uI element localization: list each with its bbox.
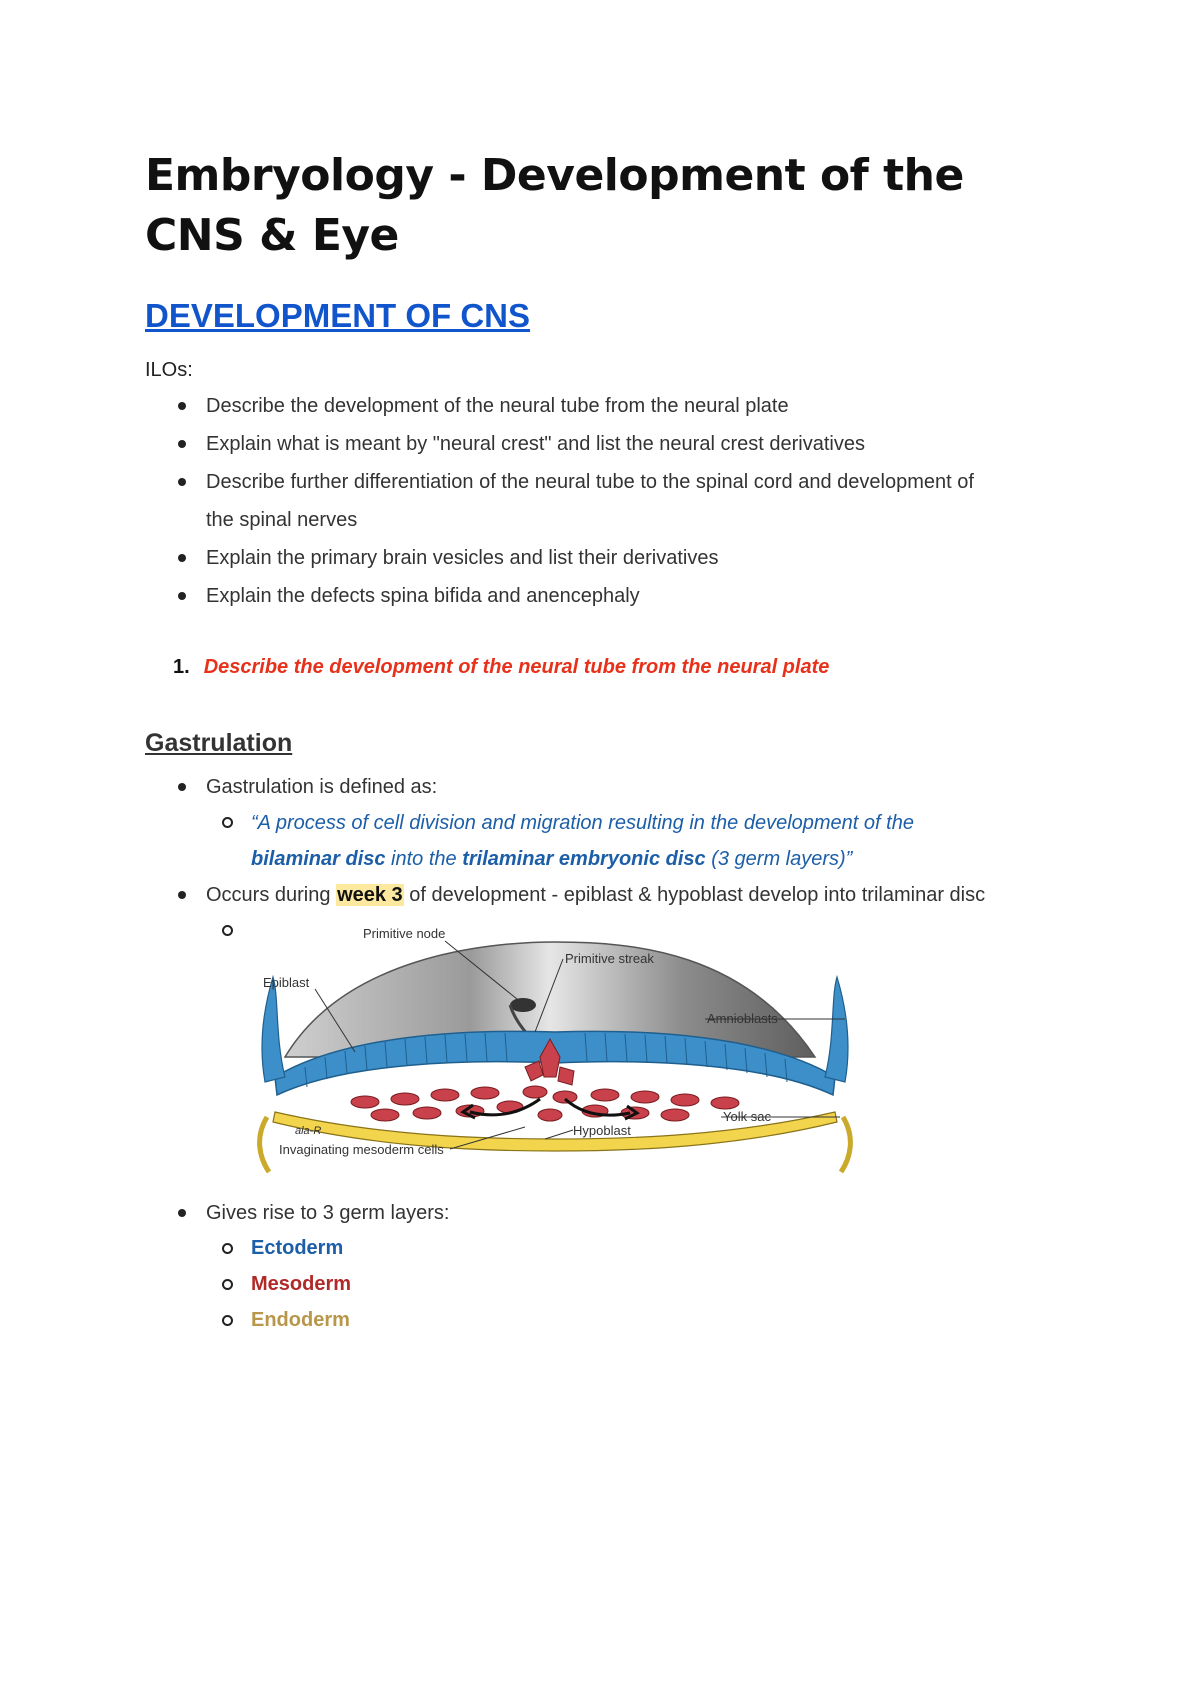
ilo-item: Explain what is meant by "neural crest" and list the neural crest derivatives — [206, 433, 865, 455]
bullet-dot-icon — [178, 1209, 186, 1217]
gastrulation-defined: Gastrulation is defined as: — [206, 776, 438, 798]
bullet-dot-icon — [178, 402, 186, 410]
ilos-label: ILOs: — [145, 359, 193, 381]
yolk-sac-left — [260, 1117, 269, 1172]
ilo-item: Describe the development of the neural tube from the neural plate — [206, 395, 789, 417]
artist-signature: ala-R — [295, 1125, 322, 1137]
objective-text: Describe the development of the neural tube from the neural plate — [203, 656, 830, 678]
bullet-dot-icon — [178, 783, 186, 791]
sub-bullet-circle-icon — [222, 925, 233, 936]
leader-hypoblast — [545, 1130, 573, 1139]
bullet-dot-icon — [178, 440, 186, 448]
quote-line-1: “A process of cell division and migration resulting in the development of the — [251, 812, 914, 834]
bullet-dot-icon — [178, 891, 186, 899]
sub-bullet-circle-icon — [222, 1315, 233, 1326]
amnioblast-right — [825, 977, 848, 1082]
occurs-post: of development - epiblast & hypoblast develop into trilaminar disc — [403, 884, 986, 906]
label-yolk-sac: Yolk sac — [723, 1109, 771, 1124]
bullet-dot-icon — [178, 478, 186, 486]
document-title: Embryology - Development of the CNS & Eye — [145, 150, 964, 261]
ilo-item: Explain the defects spina bifida and anencephaly — [206, 585, 640, 607]
germ-layer-mesoderm: Mesoderm — [251, 1273, 352, 1295]
germ-layer-endoderm: Endoderm — [251, 1309, 350, 1331]
label-amnioblasts: Amnioblasts — [707, 1011, 778, 1026]
label-hypoblast: Hypoblast — [573, 1123, 631, 1138]
ilo-item: Explain the primary brain vesicles and list their derivatives — [206, 547, 719, 569]
amnioblast-left — [262, 977, 285, 1082]
label-primitive-node: Primitive node — [363, 926, 446, 941]
section-title-development-of-cns[interactable]: DEVELOPMENT OF CNS — [145, 297, 531, 334]
label-invaginating: Invaginating mesoderm cells — [279, 1142, 444, 1157]
trilaminar-disc-diagram — [255, 917, 875, 1177]
week3-highlight: week 3 — [337, 884, 403, 906]
objective-number: 1. — [173, 656, 190, 678]
gastrulation-heading: Gastrulation — [145, 729, 293, 757]
ilo-item: Describe further differentiation of the neural tube to the spinal cord and development of — [206, 471, 974, 493]
gives-rise-line: Gives rise to 3 germ layers: — [206, 1202, 450, 1224]
quote-trilaminar: trilaminar embryonic disc — [462, 848, 706, 870]
occurs-pre: Occurs during — [206, 884, 337, 906]
quote-line-2 — [251, 840, 852, 878]
primitive-node-pit — [510, 998, 536, 1012]
label-primitive-streak: Primitive streak — [565, 951, 654, 966]
quote-end: (3 germ layers)” — [705, 848, 853, 870]
germ-layer-ectoderm: Ectoderm — [251, 1237, 344, 1259]
label-epiblast: Epiblast — [263, 975, 310, 990]
quote-into: into the — [385, 848, 463, 870]
yolk-sac-right — [841, 1117, 850, 1172]
bullet-dot-icon — [178, 592, 186, 600]
sub-bullet-circle-icon — [222, 817, 233, 828]
quote-bilaminar: bilaminar disc — [251, 848, 386, 870]
numbered-objective — [173, 652, 829, 682]
sub-bullet-circle-icon — [222, 1243, 233, 1254]
occurs-during-line — [206, 876, 985, 914]
ilo-item-continuation: the spinal nerves — [206, 509, 358, 531]
sub-bullet-circle-icon — [222, 1279, 233, 1290]
bullet-dot-icon — [178, 554, 186, 562]
